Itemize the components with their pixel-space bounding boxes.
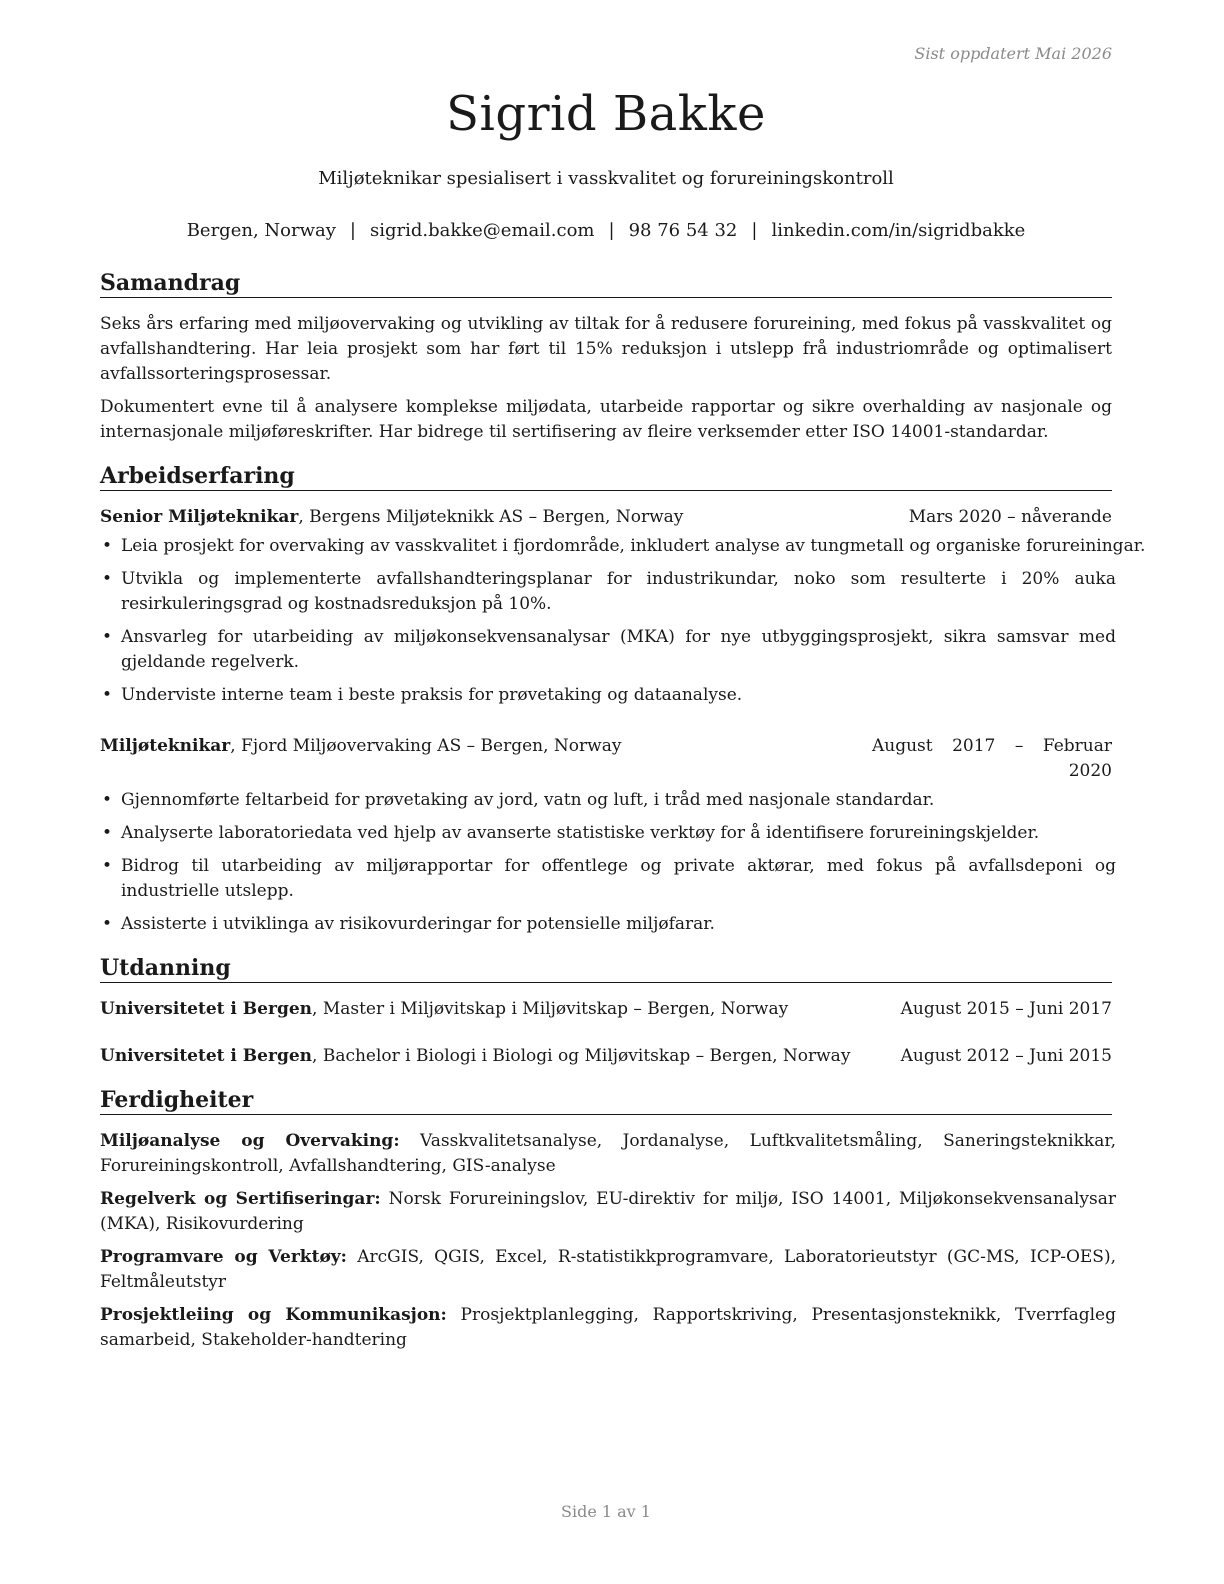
- skill-group: [100, 1129, 1116, 1179]
- page-footer: Side 1 av 1: [561, 1502, 651, 1521]
- section-title: Utdanning: [100, 955, 1112, 983]
- contact-linkedin[interactable]: linkedin.com/in/sigridbakke: [771, 220, 1026, 241]
- job-entry: [100, 505, 1146, 708]
- skill-group-label: Miljøanalyse og Overvaking:: [100, 1131, 400, 1151]
- summary-paragraph: Seks års erfaring med miljøovervaking og utvikling av tiltak for å redusere forureining, med fokus på vasskvalitet og avfallshandtering. Har leia prosjekt som har ført til 15% reduksjon i utslepp frå industriområde og optimalisert avfallssorteringsprosessar.: [100, 314, 1112, 384]
- education-details: , Master i Miljøvitskap i Miljøvitskap – Bergen, Norway: [312, 999, 789, 1019]
- skills-section: [100, 1087, 1116, 1361]
- job-entry: [100, 734, 1116, 937]
- list-item: • Bidrog til utarbeiding av miljørapportar for offentlege og private aktørar, med fokus på avfallsdeponi og industrielle utslepp.: [100, 854, 1116, 904]
- job-header: [100, 505, 1112, 530]
- job-details: , Fjord Miljøovervaking AS – Bergen, Norway: [230, 736, 622, 756]
- job-dates: Mars 2020 – nåverande: [908, 507, 1112, 527]
- skill-group-items: Vasskvalitetsanalyse, Jordanalyse, Luftkvalitetsmåling, Saneringsteknikkar, Forureiningskontroll, Avfallshandtering, GIS-analyse: [100, 1131, 1116, 1176]
- job-details: , Bergens Miljøteknikk AS – Bergen, Norway: [298, 507, 684, 527]
- skill-group: [100, 1187, 1116, 1237]
- summary-section: [100, 270, 1112, 453]
- section-title: Samandrag: [100, 270, 1112, 298]
- list-item: • Utvikla og implementerte avfallshandteringsplanar for industrikundar, noko som resulterte i 20% auka resirkuleringsgrad og kostnadsreduksjon på 10%.: [100, 567, 1116, 617]
- contact-separator: |: [349, 220, 356, 241]
- skill-group-items: Prosjektplanlegging, Rapportskriving, Presentasjonsteknikk, Tverrfagleg samarbeid, Stakeholder-handtering: [100, 1305, 1116, 1350]
- job-header: [100, 734, 1112, 784]
- list-item: • Assisterte i utviklinga av risikovurderingar for potensielle miljøfarar.: [100, 912, 1116, 937]
- list-item: • Leia prosjekt for overvaking av vasskvalitet i fjordområde, inkludert analyse av tungmetall og organiske forureiningar.: [100, 534, 1116, 559]
- education-school: Universitetet i Bergen: [100, 999, 313, 1019]
- education-entry: [100, 1044, 1112, 1069]
- list-item: • Gjennomførte feltarbeid for prøvetaking av jord, vatn og luft, i tråd med nasjonale standardar.: [100, 788, 1116, 813]
- last-updated: Sist oppdatert Mai 2026: [914, 44, 1112, 63]
- education-section: [100, 955, 1112, 1091]
- experience-section: [100, 463, 1146, 945]
- job-bullets: [100, 788, 1116, 937]
- skill-group-label: Prosjektleiing og Kommunikasjon:: [100, 1305, 447, 1325]
- job-dates: August 2017 – Februar 2020: [872, 736, 1112, 781]
- summary-paragraph: Dokumentert evne til å analysere komplekse miljødata, utarbeide rapportar og sikre overhalding av nasjonale og internasjonale miljøføreskrifter. Har bidrege til sertifisering av fleire verksemder etter ISO 14001-standardar.: [100, 397, 1112, 442]
- list-item: • Underviste interne team i beste praksis for prøvetaking og dataanalyse.: [100, 683, 1116, 708]
- tagline: Miljøteknikar spesialisert i vasskvalitet og forureiningskontroll: [318, 168, 894, 189]
- contact-line: [100, 220, 1112, 241]
- skill-group-label: Regelverk og Sertifiseringar:: [100, 1189, 381, 1209]
- contact-separator: |: [608, 220, 615, 241]
- contact-separator: |: [751, 220, 758, 241]
- list-item: • Analyserte laboratoriedata ved hjelp av avanserte statistiske verktøy for å identifisere forureiningskjelder.: [100, 821, 1116, 846]
- contact-location: Bergen, Norway: [186, 220, 336, 241]
- resume-page: [100, 0, 1146, 1584]
- skill-group-items: Norsk Forureiningslov, EU-direktiv for miljø, ISO 14001, Miljøkonsekvensanalysar (MKA), Risikovurdering: [100, 1189, 1116, 1234]
- education-school: Universitetet i Bergen: [100, 1046, 313, 1066]
- skill-group-label: Programvare og Verktøy:: [100, 1247, 347, 1267]
- skill-group-items: ArcGIS, QGIS, Excel, R-statistikkprogramvare, Laboratorieutstyr (GC-MS, ICP-OES), Feltmåleutstyr: [100, 1247, 1116, 1292]
- education-details: , Bachelor i Biologi i Biologi og Miljøvitskap – Bergen, Norway: [312, 1046, 851, 1066]
- contact-phone: 98 76 54 32: [628, 220, 738, 241]
- job-role: Miljøteknikar: [100, 736, 231, 756]
- list-item: • Ansvarleg for utarbeiding av miljøkonsekvensanalysar (MKA) for nye utbyggingsprosjekt, sikra samsvar med gjeldande regelverk.: [100, 625, 1116, 675]
- skill-group: [100, 1245, 1116, 1295]
- skill-group: [100, 1303, 1116, 1353]
- education-dates: August 2015 – Juni 2017: [900, 999, 1112, 1019]
- contact-email[interactable]: sigrid.bakke@email.com: [369, 220, 595, 241]
- education-entry: [100, 997, 1112, 1022]
- job-role: Senior Miljøteknikar: [100, 507, 299, 527]
- section-title: Ferdigheiter: [100, 1087, 1112, 1115]
- education-dates: August 2012 – Juni 2015: [900, 1046, 1112, 1066]
- candidate-name: Sigrid Bakke: [446, 86, 766, 142]
- job-bullets: [100, 534, 1146, 708]
- section-title: Arbeidserfaring: [100, 463, 1112, 491]
